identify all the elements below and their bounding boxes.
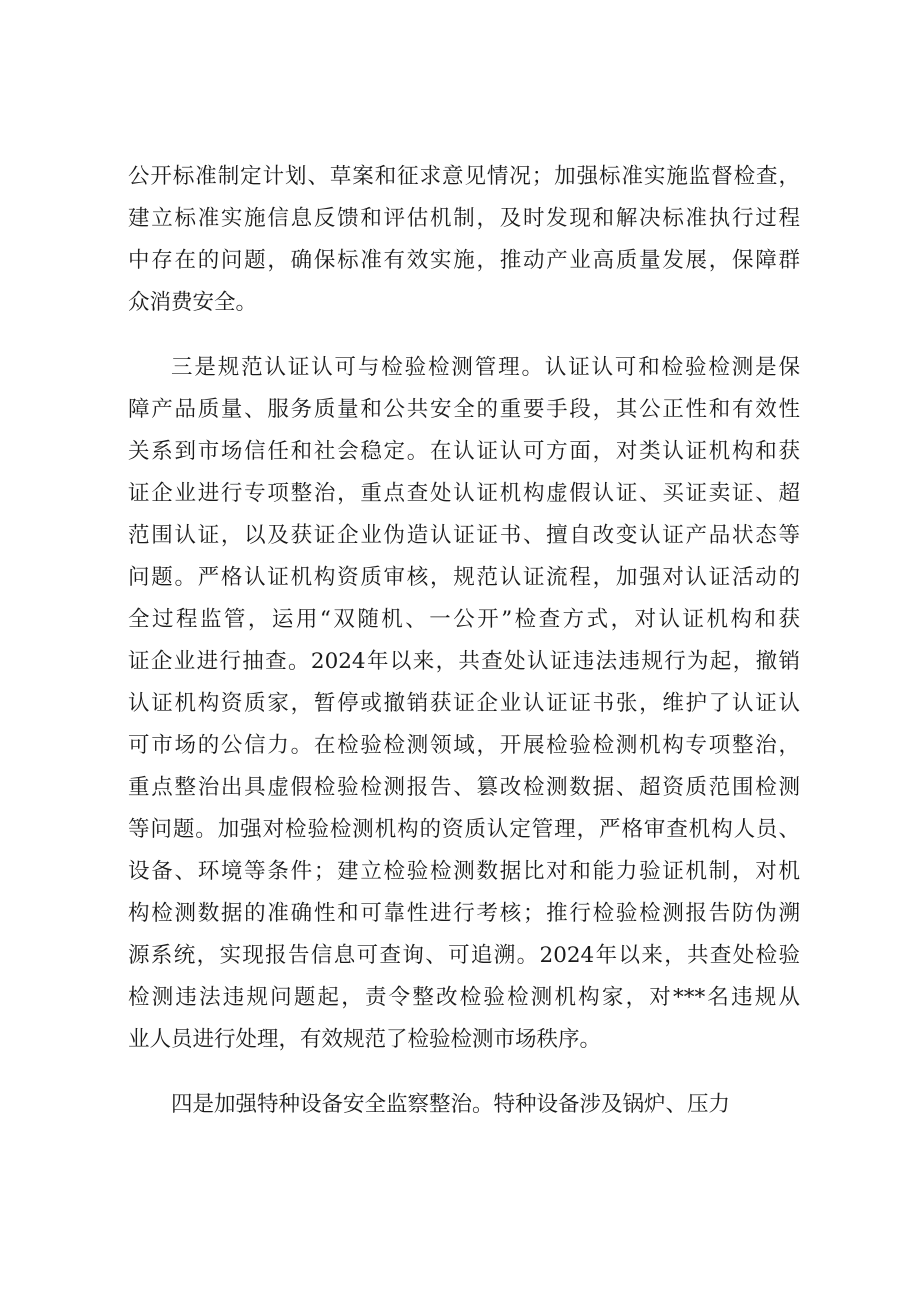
text-line: 证企业进行抽查。2024年以来，共查处认证违法违规行为起，撤销 bbox=[128, 649, 800, 674]
paragraph-standards-continuation bbox=[128, 156, 800, 324]
text-line: 检测违法违规问题起，责令整改检验检测机构家，对***名违规从 bbox=[128, 985, 800, 1010]
paragraph-gap bbox=[128, 1061, 800, 1084]
text-line: 业人员进行处理，有效规范了检验检测市场秩序。 bbox=[128, 1027, 602, 1052]
text-line: 中存在的问题，确保标准有效实施，推动产业高质量发展，保障群 bbox=[128, 248, 800, 273]
text-line: 认证机构资质家，暂停或撤销获证企业认证证书张，维护了认证认 bbox=[128, 691, 800, 716]
text-line: 问题。严格认证机构资质审核，规范认证流程，加强对认证活动的 bbox=[128, 565, 800, 590]
document-body bbox=[128, 156, 800, 1126]
text-line: 等问题。加强对检验检测机构的资质认定管理，严格审查机构人员、 bbox=[128, 817, 800, 842]
text-line: 设备、环境等条件；建立检验检测数据比对和能力验证机制，对机 bbox=[128, 859, 800, 884]
text-line: 三是规范认证认可与检验检测管理。认证认可和检验检测是保 bbox=[171, 355, 800, 380]
text-line: 四是加强特种设备安全监察整治。特种设备涉及锅炉、压力 bbox=[171, 1092, 731, 1117]
text-line: 众消费安全。 bbox=[128, 290, 258, 315]
text-line: 源系统，实现报告信息可查询、可追溯。2024年以来，共查处检验 bbox=[128, 943, 800, 968]
text-line: 重点整治出具虚假检验检测报告、篡改检测数据、超资质范围检测 bbox=[128, 775, 800, 800]
paragraph-special-equipment bbox=[128, 1084, 800, 1126]
text-line: 关系到市场信任和社会稳定。在认证认可方面，对类认证机构和获 bbox=[128, 439, 800, 464]
paragraph-certification-inspection bbox=[128, 347, 800, 1061]
text-line: 范围认证，以及获证企业伪造认证证书、擅自改变认证产品状态等 bbox=[128, 523, 800, 548]
text-line: 公开标准制定计划、草案和征求意见情况；加强标准实施监督检查， bbox=[128, 164, 800, 189]
paragraph-gap bbox=[128, 324, 800, 347]
text-line: 可市场的公信力。在检验检测领域，开展检验检测机构专项整治， bbox=[128, 733, 800, 758]
text-line: 证企业进行专项整治，重点查处认证机构虚假认证、买证卖证、超 bbox=[128, 481, 800, 506]
text-line: 障产品质量、服务质量和公共安全的重要手段，其公正性和有效性 bbox=[128, 397, 800, 422]
text-line: 建立标准实施信息反馈和评估机制，及时发现和解决标准执行过程 bbox=[128, 206, 800, 231]
text-line: 全过程监管，运用“双随机、一公开”检查方式，对认证机构和获 bbox=[128, 607, 800, 632]
text-line: 构检测数据的准确性和可靠性进行考核；推行检验检测报告防伪溯 bbox=[128, 901, 800, 926]
